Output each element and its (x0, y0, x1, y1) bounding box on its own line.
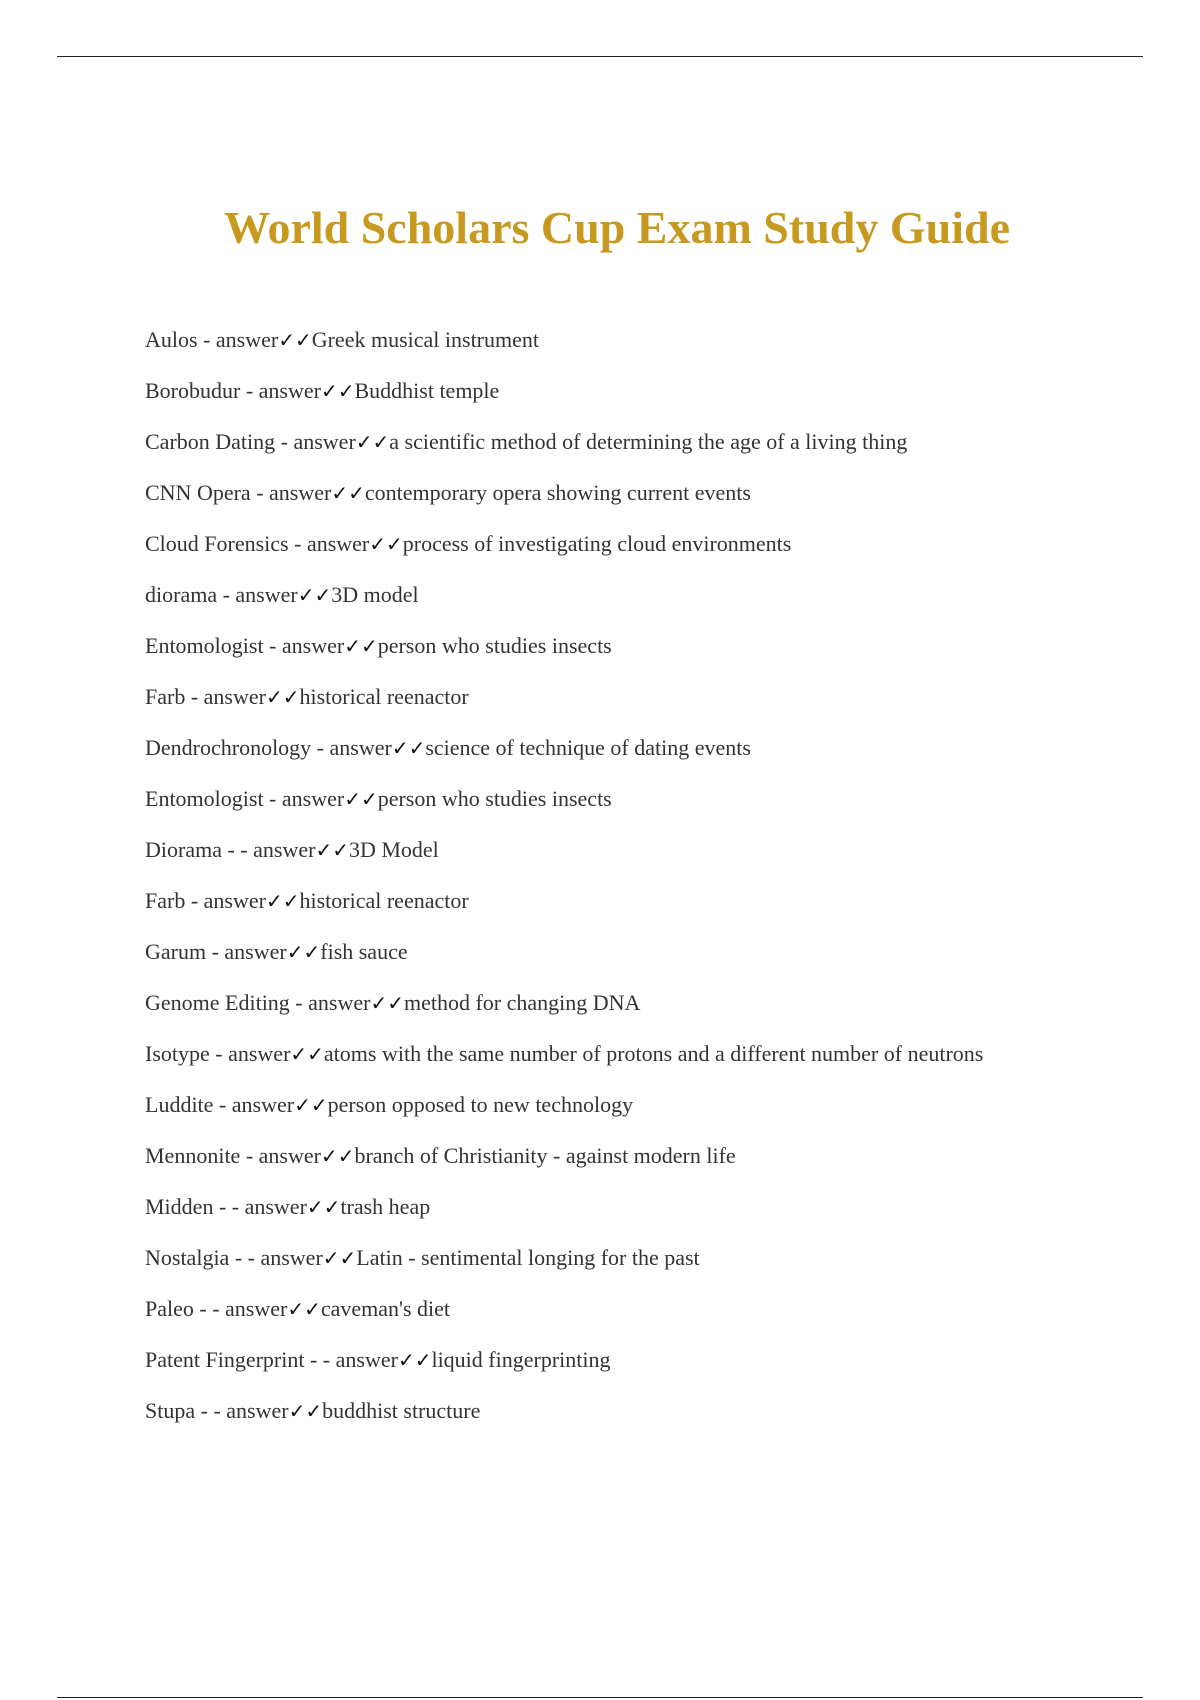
entry-term: Isotype - answer (145, 1041, 291, 1066)
entry-term: diorama - answer (145, 582, 298, 607)
entry-definition: Greek musical instrument (311, 327, 539, 352)
glossary-list (145, 322, 1145, 1444)
entry-term: Dendrochronology - answer (145, 735, 392, 760)
entry-definition: person opposed to new technology (327, 1092, 634, 1117)
double-check-icon: ✓✓ (344, 787, 378, 811)
footer-divider (57, 1697, 1143, 1698)
glossary-entry (145, 526, 1145, 577)
entry-definition: 3D Model (348, 837, 439, 862)
glossary-entry (145, 1342, 1145, 1393)
glossary-entry (145, 883, 1145, 934)
entry-definition: Buddhist temple (354, 378, 500, 403)
entry-definition: caveman's diet (320, 1296, 451, 1321)
double-check-icon: ✓✓ (391, 736, 426, 760)
glossary-entry (145, 475, 1145, 526)
entry-term: Genome Editing - answer (145, 990, 371, 1015)
double-check-icon: ✓✓ (265, 889, 300, 913)
entry-term: Entomologist - answer (145, 633, 345, 658)
double-check-icon: ✓✓ (287, 1297, 321, 1321)
double-check-icon: ✓✓ (369, 532, 403, 556)
header-divider (57, 56, 1143, 57)
glossary-entry (145, 1138, 1145, 1189)
double-check-icon: ✓✓ (320, 379, 355, 403)
entry-definition: person who studies insects (377, 633, 612, 658)
double-check-icon: ✓✓ (306, 1195, 341, 1219)
double-check-icon: ✓✓ (397, 1348, 432, 1372)
double-check-icon: ✓✓ (278, 328, 312, 352)
page-title: World Scholars Cup Exam Study Guide (223, 201, 1011, 253)
double-check-icon: ✓✓ (286, 940, 321, 964)
entry-term: Borobudur - answer (145, 378, 321, 403)
entry-definition: science of technique of dating events (425, 735, 751, 760)
entry-definition: method for changing DNA (403, 990, 641, 1015)
entry-definition: contemporary opera showing current events (364, 480, 751, 505)
entry-definition: person who studies insects (377, 786, 612, 811)
entry-term: Stupa - - answer (145, 1398, 289, 1423)
glossary-entry (145, 1087, 1145, 1138)
entry-definition: atoms with the same number of protons and a different number of neutrons (323, 1041, 984, 1066)
entry-definition: fish sauce (320, 939, 408, 964)
entry-definition: process of investigating cloud environments (402, 531, 792, 556)
entry-term: Farb - answer (145, 684, 266, 709)
glossary-entry (145, 832, 1145, 883)
double-check-icon: ✓✓ (297, 583, 332, 607)
entry-definition: historical reenactor (299, 684, 469, 709)
entry-term: Diorama - - answer (145, 837, 316, 862)
glossary-entry (145, 1036, 1145, 1087)
glossary-entry (145, 1393, 1145, 1444)
glossary-entry (145, 1240, 1145, 1291)
entry-term: Midden - - answer (145, 1194, 307, 1219)
entry-term: Garum - answer (145, 939, 287, 964)
double-check-icon: ✓✓ (355, 430, 390, 454)
entry-term: Entomologist - answer (145, 786, 345, 811)
double-check-icon: ✓✓ (320, 1144, 355, 1168)
glossary-entry (145, 985, 1145, 1036)
entry-term: Aulos - answer (145, 327, 279, 352)
entry-definition: Latin - sentimental longing for the past (356, 1245, 700, 1270)
entry-term: CNN Opera - answer (145, 480, 332, 505)
entry-definition: trash heap (340, 1194, 431, 1219)
double-check-icon: ✓✓ (370, 991, 404, 1015)
glossary-entry (145, 679, 1145, 730)
entry-definition: a scientific method of determining the age of a living thing (389, 429, 908, 454)
double-check-icon: ✓✓ (331, 481, 365, 505)
glossary-entry (145, 424, 1145, 475)
entry-term: Paleo - - answer (145, 1296, 288, 1321)
entry-definition: liquid fingerprinting (431, 1347, 611, 1372)
double-check-icon: ✓✓ (294, 1093, 328, 1117)
glossary-entry (145, 730, 1145, 781)
glossary-entry (145, 781, 1145, 832)
glossary-entry (145, 322, 1145, 373)
entry-term: Farb - answer (145, 888, 266, 913)
double-check-icon: ✓✓ (322, 1246, 357, 1270)
glossary-entry (145, 1291, 1145, 1342)
double-check-icon: ✓✓ (344, 634, 378, 658)
entry-term: Patent Fingerprint - - answer (145, 1347, 398, 1372)
entry-definition: 3D model (331, 582, 419, 607)
entry-term: Carbon Dating - answer (145, 429, 356, 454)
double-check-icon: ✓✓ (265, 685, 300, 709)
entry-term: Nostalgia - - answer (145, 1245, 323, 1270)
double-check-icon: ✓✓ (288, 1399, 323, 1423)
glossary-entry (145, 577, 1145, 628)
glossary-entry (145, 934, 1145, 985)
entry-term: Luddite - answer (145, 1092, 295, 1117)
double-check-icon: ✓✓ (290, 1042, 324, 1066)
entry-definition: buddhist structure (322, 1398, 481, 1423)
entry-term: Mennonite - answer (145, 1143, 321, 1168)
glossary-entry (145, 373, 1145, 424)
entry-definition: historical reenactor (299, 888, 469, 913)
entry-definition: branch of Christianity - against modern life (354, 1143, 736, 1168)
double-check-icon: ✓✓ (315, 838, 349, 862)
glossary-entry (145, 1189, 1145, 1240)
glossary-entry (145, 628, 1145, 679)
entry-term: Cloud Forensics - answer (145, 531, 370, 556)
